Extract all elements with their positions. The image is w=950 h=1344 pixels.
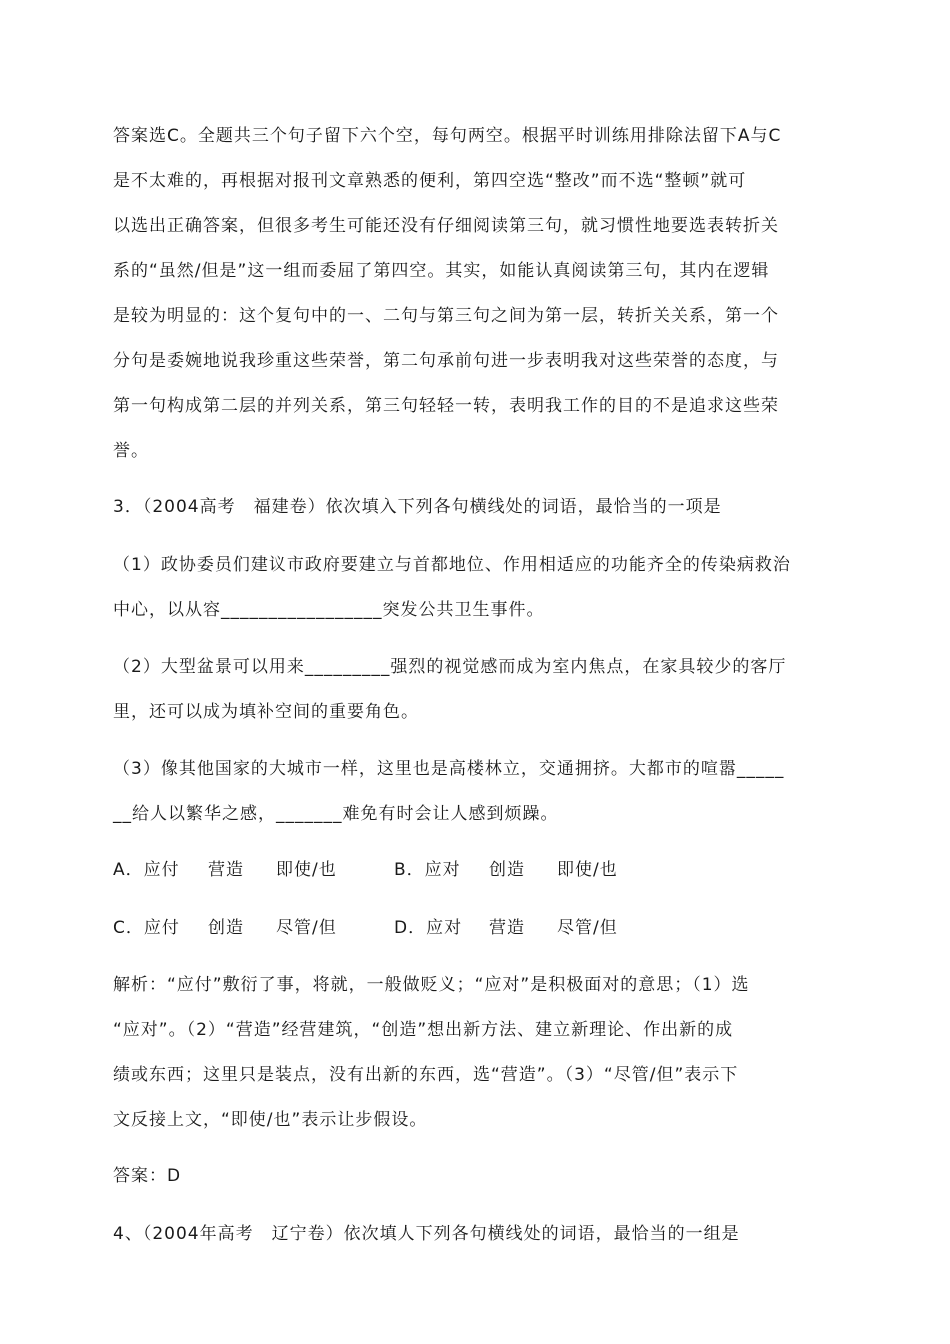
text-line: 第一句构成第二层的并列关系，第三句轻轻一转，表明我工作的目的不是追求这些荣 (113, 396, 779, 416)
analysis-line: 文反接上文，“即使/也”表示让步假设。 (113, 1110, 428, 1130)
text-line: 誉。 (113, 441, 149, 461)
option-d-word-2: 营造 (489, 918, 525, 938)
text-line: 以选出正确答案，但很多考生可能还没有仔细阅读第三句，就习惯性地要选表转折关 (113, 216, 779, 236)
question-item-2: （2）大型盆景可以用来_________强烈的视觉感而成为室内焦点，在家具较少的客厅 (113, 657, 787, 677)
question-item-3: __给人以繁华之感，_______难免有时会让人感到烦躁。 (113, 804, 559, 824)
text-line: 分句是委婉地说我珍重这些荣誉，第二句承前句进一步表明我对这些荣誉的态度，与 (113, 351, 779, 371)
text-line: 系的“虽然/但是”这一组而委屈了第四空。其实，如能认真阅读第三句，其内在逻辑 (113, 261, 770, 281)
option-d-label: D．应对 (394, 918, 463, 938)
question-item-3: （3）像其他国家的大城市一样，这里也是高楼林立，交通拥挤。大都市的喧嚣_____ (113, 759, 785, 779)
question-stem: 4、（2004年高考 辽宁卷）依次填人下列各句横线处的词语，最恰当的一组是 (113, 1224, 740, 1244)
option-c-word-3: 尽管/但 (276, 918, 337, 938)
options-row-cd (113, 916, 843, 940)
question-stem: 3．（2004高考 福建卷）依次填入下列各句横线处的词语，最恰当的一项是 (113, 497, 722, 517)
option-d-word-3: 尽管/但 (557, 918, 618, 938)
option-c-word-2: 创造 (208, 918, 244, 938)
option-b-word-2: 创造 (489, 860, 525, 880)
answer-line: 答案：D (113, 1166, 182, 1186)
text-line: 是较为明显的：这个复句中的一、二句与第三句之间为第一层，转折关关系，第一个 (113, 306, 779, 326)
question-item-1: 中心，以从容_________________突发公共卫生事件。 (113, 600, 545, 620)
text-line: 是不太难的，再根据对报刊文章熟悉的便利，第四空选“整改”而不选“整顿”就可 (113, 171, 747, 191)
option-a-word-3: 即使/也 (276, 860, 337, 880)
question-item-2: 里，还可以成为填补空间的重要角色。 (113, 702, 419, 722)
option-b-word-3: 即使/也 (557, 860, 618, 880)
option-b-label: B．应对 (394, 860, 461, 880)
option-a-label: A．应付 (113, 860, 180, 880)
option-c-label: C．应付 (113, 918, 180, 938)
text-line: 答案选C。全题共三个句子留下六个空，每句两空。根据平时训练用排除法留下A与C (113, 126, 782, 146)
analysis-line: “应对”。（2）“营造”经营建筑，“创造”想出新方法、建立新理论、作出新的成 (113, 1020, 734, 1040)
options-row-ab (113, 858, 843, 882)
question-item-1: （1）政协委员们建议市政府要建立与首都地位、作用相适应的功能齐全的传染病救治 (113, 555, 791, 575)
analysis-line: 绩或东西；这里只是装点，没有出新的东西，选“营造”。（3）“尽管/但”表示下 (113, 1065, 739, 1085)
analysis-line: 解析：“应付”敷衍了事，将就，一般做贬义；“应对”是积极面对的意思；（1）选 (113, 975, 750, 995)
option-a-word-2: 营造 (208, 860, 244, 880)
